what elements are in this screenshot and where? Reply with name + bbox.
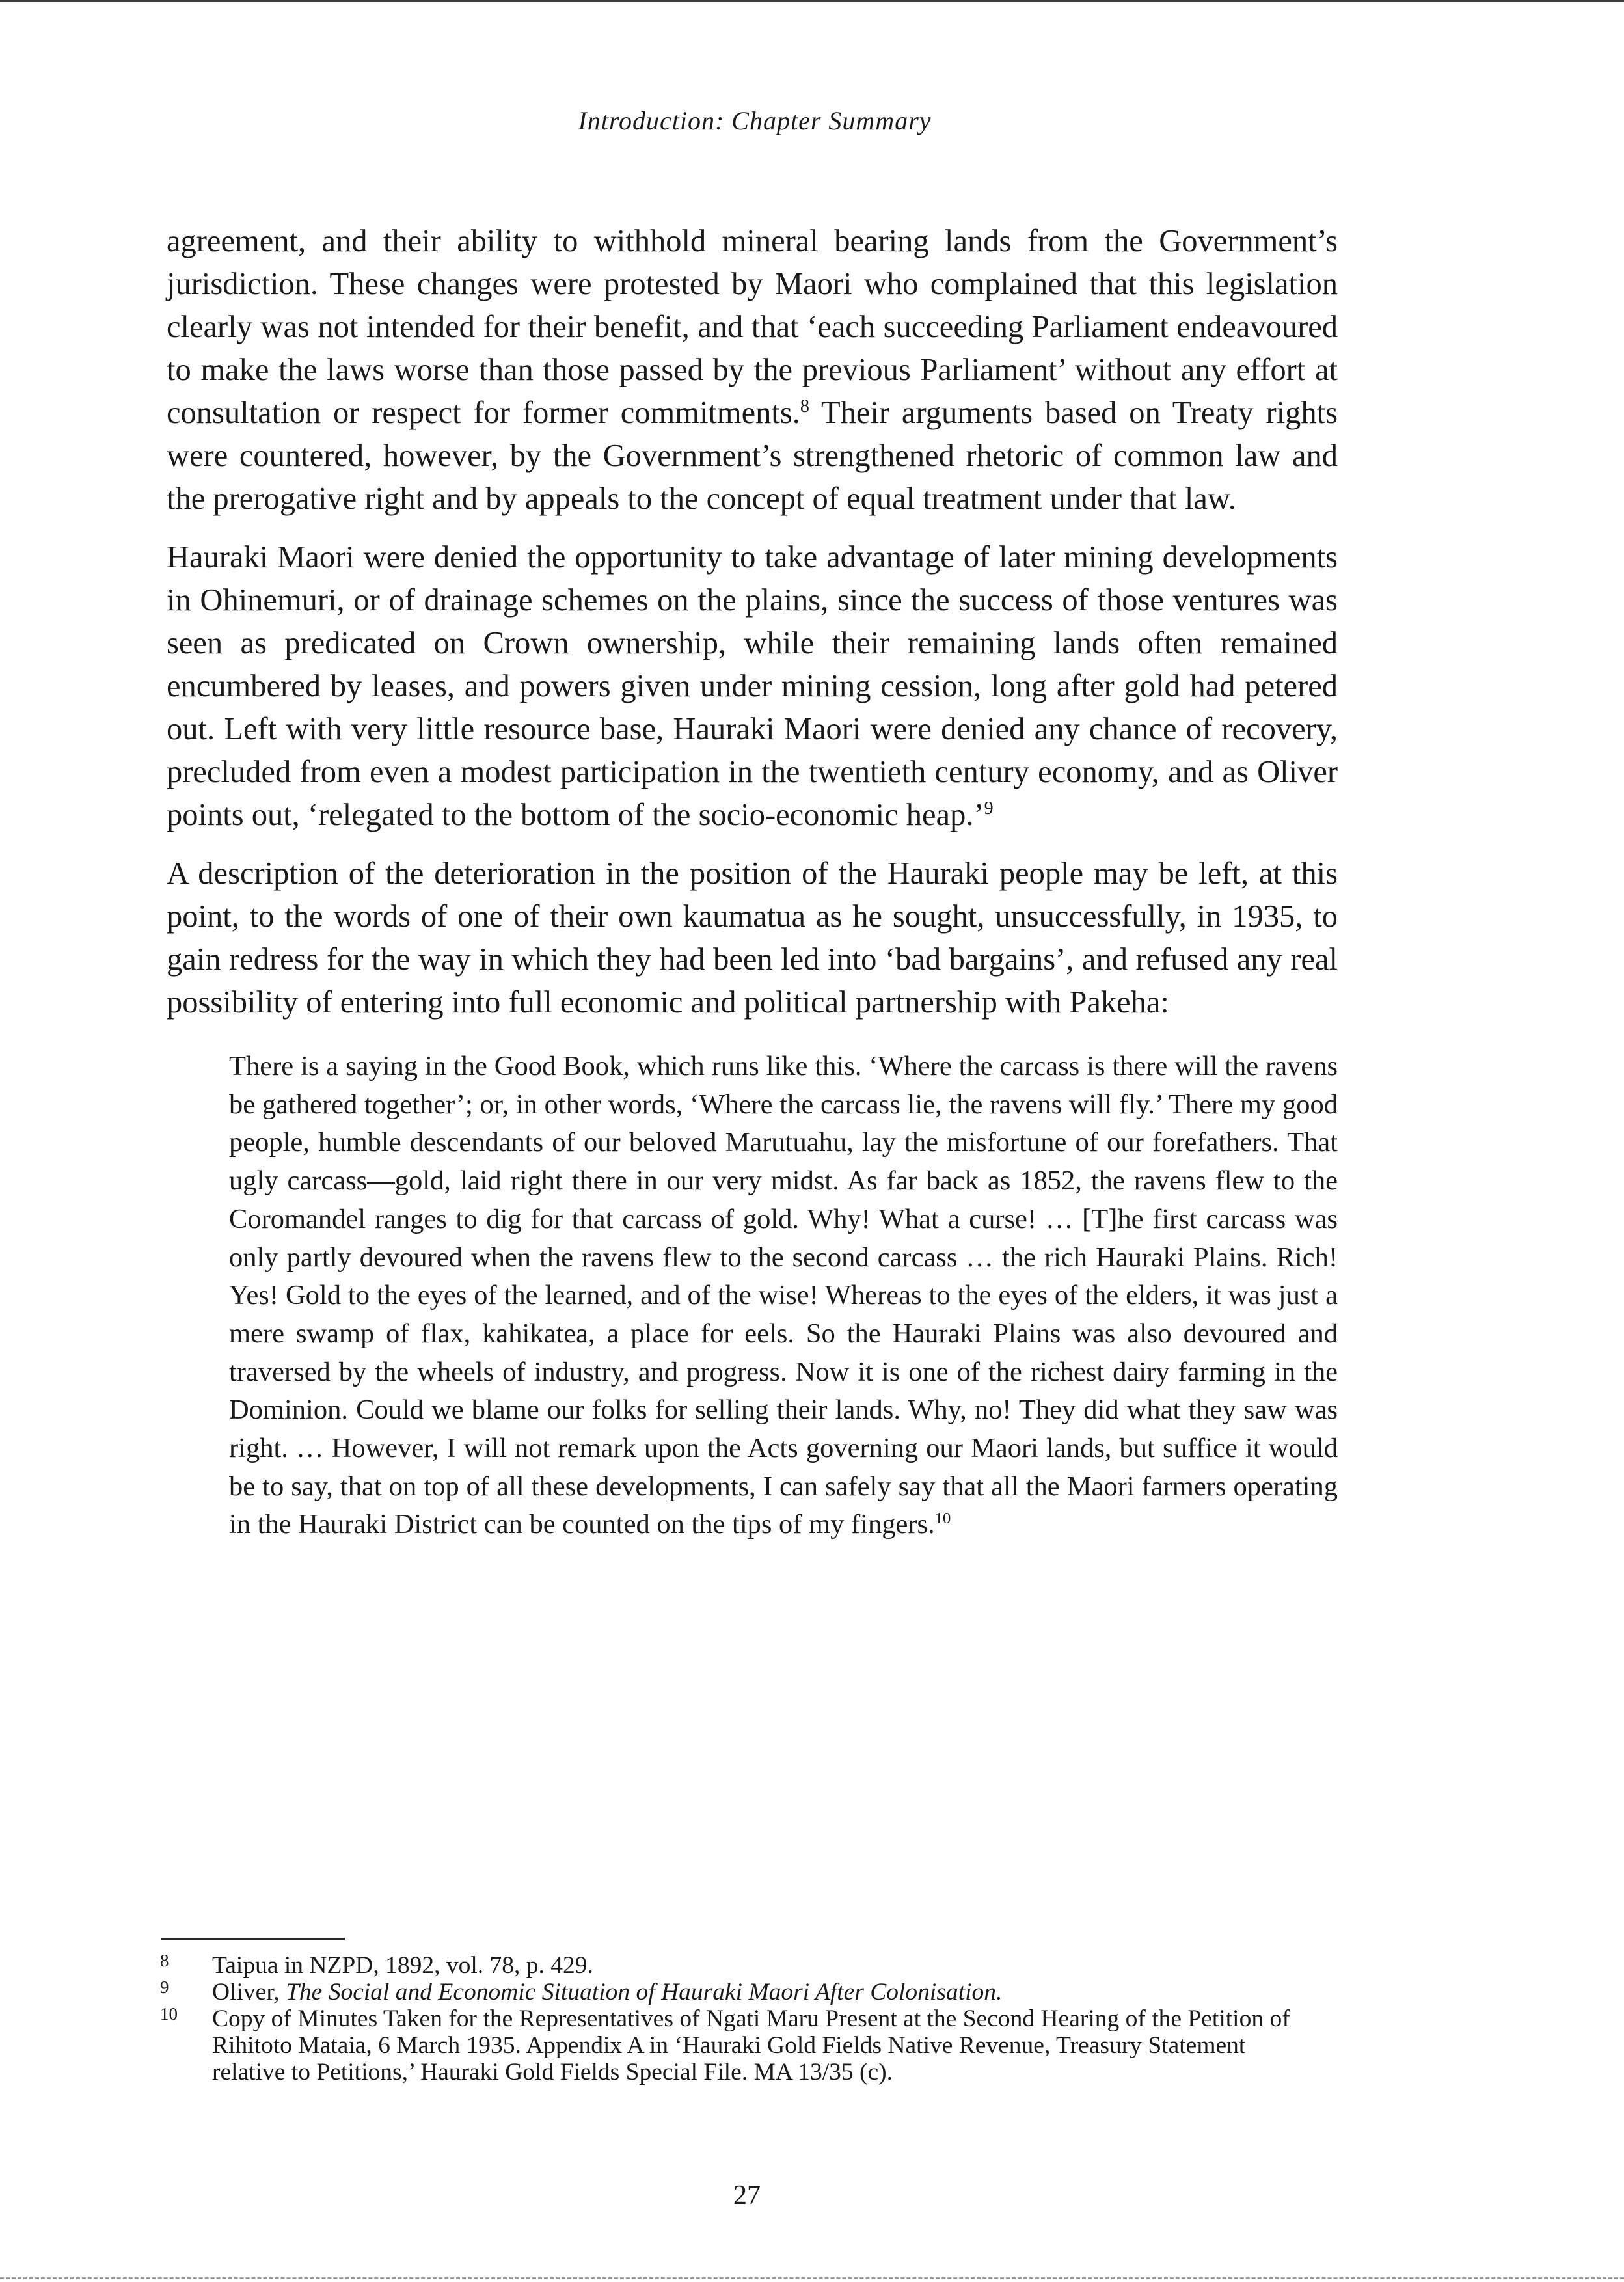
footnote-10 (160, 2005, 1312, 2085)
paragraph-2-text: Hauraki Maori were denied the opportunity to take advantage of later mining developments in Ohinemuri, or of drainage schemes on the plains, since the success of those ventures was seen as predicated on Crown ownership, while their remaining lands often remained encumbered by leases, and powers given under mining cession, long after gold had petered out. Left with very little resource base, Hauraki Maori were denied any chance of recovery, precluded from even a modest participation in the twentieth century economy, and as Oliver points out, ‘relegated to the bottom of the socio-economic heap.’ (167, 540, 1338, 832)
paragraph-2 (167, 536, 1338, 837)
footnote-prefix: Oliver, (212, 1979, 286, 2005)
footnote-text (212, 1979, 1312, 2005)
paragraph-1-tail: Their arguments based on Treaty rights were countered, however, by the Government’s strengthened rhetoric of common law and the prerogative right and by appeals to the concept of equal treatment under that law. (167, 396, 1338, 516)
footnote-text: Taipua in NZPD, 1892, vol. 78, p. 429. (212, 1952, 593, 1979)
bottom-edge-rule (0, 2277, 1624, 2279)
footnote-number: 9 (160, 1977, 169, 1997)
body-text (167, 220, 1338, 1544)
footnote-ref-10[interactable]: 10 (934, 1510, 951, 1528)
paragraph-1 (167, 220, 1338, 521)
paragraph-3: A description of the deterioration in the position of the Hauraki people may be left, at this point, to the words of one of their own kaumatua as he sought, unsuccessfully, in 1935, to gain redress for the way in which they had been led into ‘bad bargains’, and refused any real possibility of entering into full economic and political partnership with Pakeha: (167, 856, 1338, 1020)
block-quote (229, 1048, 1338, 1544)
paragraph-1-text: agreement, and their ability to withhold mineral bearing lands from the Government’s jurisdiction. These changes were protested by Maori who complained that this legislation clearly was not intended for their benefit, and that ‘each succeeding Parliament endeavoured to make the laws worse than those passed by the previous Parliament’ without any effort at consultation or respect for former commitments. (167, 224, 1338, 430)
block-quote-text: There is a saying in the Good Book, which runs like this. ‘Where the carcass is there will the ravens be gathered together’; or, in other words, ‘Where the carcass lie, the ravens will fly.’ There my good people, humble descendants of our beloved Marutuahu, lay the misfortune of our forefathers. That ugly carcass—gold, laid right there in our very midst. As far back as 1852, the ravens flew to the Coromandel ranges to dig for that carcass of gold. Why! What a curse! … [T]he first carcass was only partly devoured when the ravens flew to the second carcass … the rich Hauraki Plains. Rich! Yes! Gold to the eyes of the learned, and of the wise! Whereas to the eyes of the elders, it was just a mere swamp of flax, kahikatea, a place for eels. So the Hauraki Plains was also devoured and traversed by the wheels of industry, and progress. Now it is one of the richest dairy farming in the Dominion. Could we blame our folks for selling their lands. Why, no! They did what they saw was right. … However, I will not remark upon the Acts governing our Maori lands, but suffice it would be to say, that on top of all these developments, I can safely say that all the Maori farmers operating in the Hauraki District can be counted on the tips of my fingers. (229, 1051, 1338, 1540)
footnote-number: 8 (160, 1951, 169, 1970)
page-number: 27 (733, 2180, 761, 2210)
footnotes (160, 1952, 1312, 2085)
footnote-text: Copy of Minutes Taken for the Representatives of Ngati Maru Present at the Second Hearing of the Petition of Rihitoto Mataia, 6 March 1935. Appendix A in ‘Hauraki Gold Fields Native Revenue, Treasury Statement relative to Petitions,’ Hauraki Gold Fields Special File. MA 13/35 (c). (212, 2005, 1290, 2085)
footnote-separator (161, 1938, 345, 1940)
footnote-ref-9[interactable]: 9 (984, 798, 994, 819)
footnote-number: 10 (160, 2004, 178, 2024)
footnote-9 (160, 1979, 1312, 2005)
running-head: Introduction: Chapter Summary (578, 106, 932, 135)
footnote-title: The Social and Economic Situation of Hauraki Maori After Colonisation. (286, 1979, 1003, 2005)
footnote-ref-8[interactable]: 8 (800, 396, 809, 416)
top-edge-rule (0, 0, 1624, 2)
footnote-8 (160, 1952, 1312, 1979)
